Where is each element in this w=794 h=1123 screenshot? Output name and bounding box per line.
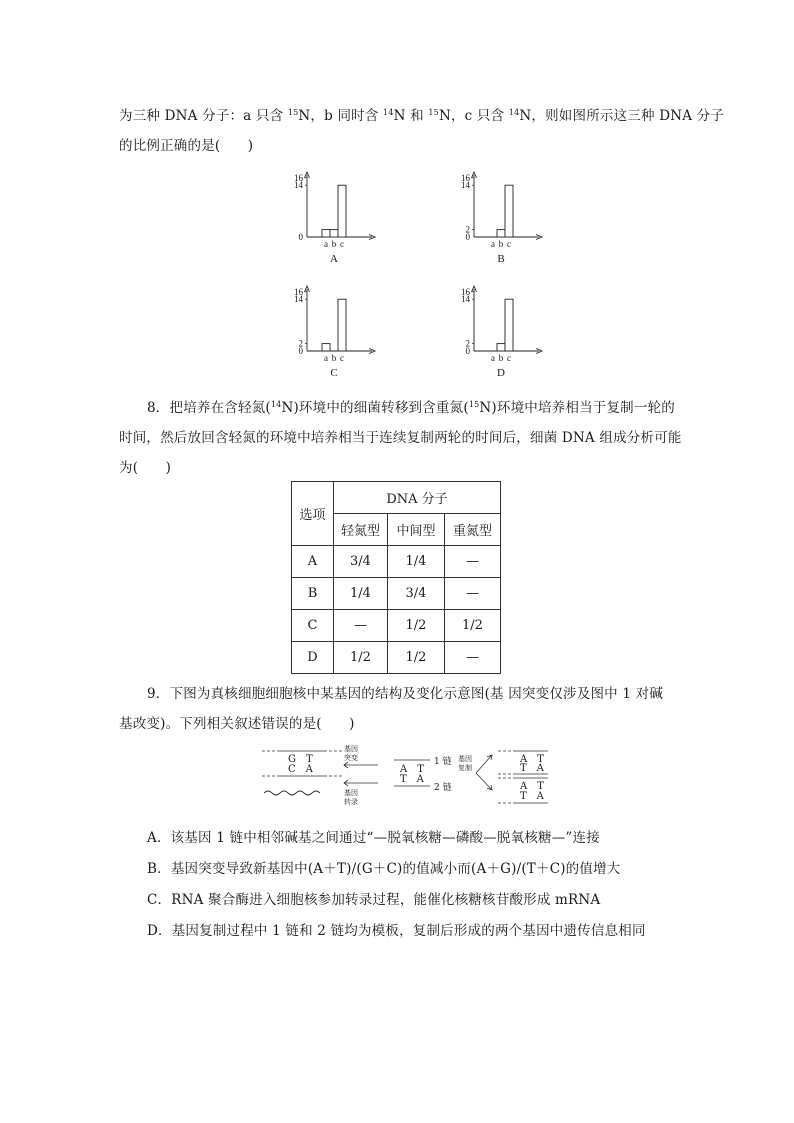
dna-group-header: DNA 分子: [334, 482, 501, 514]
mutation-arrow: [344, 762, 378, 768]
bar-a: [322, 344, 330, 351]
chart-title: A: [330, 253, 338, 265]
y-tick-label: 2: [298, 338, 303, 349]
q7-line-2: 的比例正确的是( ): [119, 138, 254, 154]
bar-a: [322, 230, 330, 237]
y-tick-label: 16: [294, 286, 303, 297]
table-cell: —: [445, 642, 501, 674]
y-tick-label: 14: [294, 180, 303, 191]
bar-c: [505, 299, 513, 351]
chart-a: [283, 170, 383, 270]
mrna-wave: [264, 791, 320, 795]
mutated-top-bases: G T: [288, 754, 313, 765]
chart-c: [283, 284, 383, 384]
table-cell: 1/2: [445, 610, 501, 642]
q7-line-1: 为三种 DNA 分子：a 只含 $^{15}$N，b 同时含 $^{14}$N 和 $^{15}$N，c 只含 $^{14}$N，则如图所示这三种 DNA 分子: [119, 108, 725, 124]
y-tick-label: 14: [461, 294, 470, 305]
y-tick-label: 2: [465, 338, 470, 349]
x-tick-label: b: [498, 239, 504, 249]
x-tick-label: a: [491, 353, 495, 363]
bar-c: [338, 299, 346, 351]
y-tick-label: 2: [465, 224, 470, 235]
col-header-middle: 中间型: [388, 514, 445, 546]
table-cell: 1/4: [334, 578, 388, 610]
x-tick-label: b: [331, 239, 337, 249]
x-tick-label: c: [340, 239, 344, 249]
y-tick-label: 0: [465, 232, 470, 242]
chart-title: B: [497, 253, 505, 265]
x-tick-label: c: [507, 239, 511, 249]
x-tick-label: a: [324, 353, 328, 363]
transcription-arrow: [344, 780, 378, 786]
mutation-label: 突变: [344, 754, 358, 762]
chart-d: [450, 284, 550, 384]
table-row: [292, 610, 501, 642]
daughter-2-bottom-bases: T A: [520, 791, 544, 802]
chart-b: [450, 170, 550, 270]
y-tick-label: 0: [465, 346, 470, 356]
q9-option-a: A．该基因 1 链中相邻碱基之间通过“—脱氧核糖—磷酸—脱氧核糖—”连接: [147, 830, 600, 846]
q9-line-1: 9．下图为真核细胞细胞核中某基因的结构及变化示意图(基 因突变仅涉及图中 1 对碱: [147, 686, 664, 702]
option-header: 选项: [292, 482, 334, 546]
options-table: [291, 481, 501, 674]
table-cell: 3/4: [334, 546, 388, 578]
q8-line-2: 时间，然后放回含轻氮的环境中培养相当于连续复制两轮的时间后，细菌 DNA 组成分析可能: [119, 430, 682, 446]
transcription-label: 基因: [344, 789, 358, 797]
y-tick-label: 14: [294, 294, 303, 305]
table-cell: 1/4: [388, 546, 445, 578]
original-top-bases: A T: [400, 764, 424, 775]
x-tick-label: a: [324, 239, 328, 249]
original-bottom-bases: T A: [400, 774, 424, 785]
table-cell: 1/2: [388, 642, 445, 674]
x-tick-label: c: [340, 353, 344, 363]
y-tick-label: 16: [461, 286, 470, 297]
strand-2-label: 2 链: [434, 783, 452, 793]
table-cell: D: [292, 642, 334, 674]
mutation-label: 基因: [344, 745, 358, 753]
table-cell: B: [292, 578, 334, 610]
table-row: [292, 546, 501, 578]
table-cell: 1/2: [388, 610, 445, 642]
replication-arrow: [476, 755, 492, 790]
y-tick-label: 16: [294, 172, 303, 183]
col-header-light: 轻氮型: [334, 514, 388, 546]
table-row: [292, 642, 501, 674]
x-tick-label: b: [498, 353, 504, 363]
replication-label: 复制: [458, 764, 472, 772]
y-tick-label: 14: [461, 180, 470, 191]
q9-option-c: C．RNA 聚合酶进入细胞核参加转录过程，能催化核糖核苷酸形成 mRNA: [147, 892, 601, 908]
bar-b: [330, 230, 338, 237]
table-cell: 3/4: [388, 578, 445, 610]
table-cell: C: [292, 610, 334, 642]
gene-diagram: [258, 742, 558, 810]
daughter-2-top-bases: A T: [520, 781, 544, 792]
table-cell: —: [334, 610, 388, 642]
bar-b: [497, 344, 505, 351]
col-header-heavy: 重氮型: [445, 514, 501, 546]
x-tick-label: a: [491, 239, 495, 249]
bar-c: [505, 185, 513, 237]
q9-option-b: B．基因突变导致新基因中(A＋T)/(G＋C)的值减小而(A＋G)/(T＋C)的值增大: [147, 861, 621, 877]
chart-title: C: [330, 367, 338, 379]
transcription-label: 转录: [344, 798, 358, 806]
mutated-bottom-bases: C A: [288, 764, 313, 775]
strand-1-label: 1 链: [434, 757, 452, 767]
table-cell: —: [445, 546, 501, 578]
bar-c: [338, 185, 346, 237]
x-tick-label: c: [507, 353, 511, 363]
q8-line-3: 为( ): [119, 460, 172, 476]
table-cell: A: [292, 546, 334, 578]
x-tick-label: b: [331, 353, 337, 363]
q9-line-2: 基改变)。下列相关叙述错误的是( ): [119, 716, 355, 732]
chart-title: D: [497, 367, 505, 379]
y-tick-label: 16: [461, 172, 470, 183]
table-cell: 1/2: [334, 642, 388, 674]
bar-b: [497, 230, 505, 237]
replication-label: 基因: [458, 755, 472, 763]
table-row: [292, 578, 501, 610]
daughter-1-bottom-bases: T A: [520, 763, 544, 774]
y-tick-label: 0: [298, 346, 303, 356]
daughter-1-top-bases: A T: [520, 754, 544, 765]
q8-line-1: 8．把培养在含轻氮($^{14}$N)环境中的细菌转移到含重氮($^{15}$N)环境中培养相当于复制一轮的: [147, 400, 675, 416]
y-tick-label: 0: [298, 232, 303, 242]
q9-option-d: D．基因复制过程中 1 链和 2 链均为模板，复制后形成的两个基因中遗传信息相同: [147, 923, 646, 939]
table-cell: —: [445, 578, 501, 610]
